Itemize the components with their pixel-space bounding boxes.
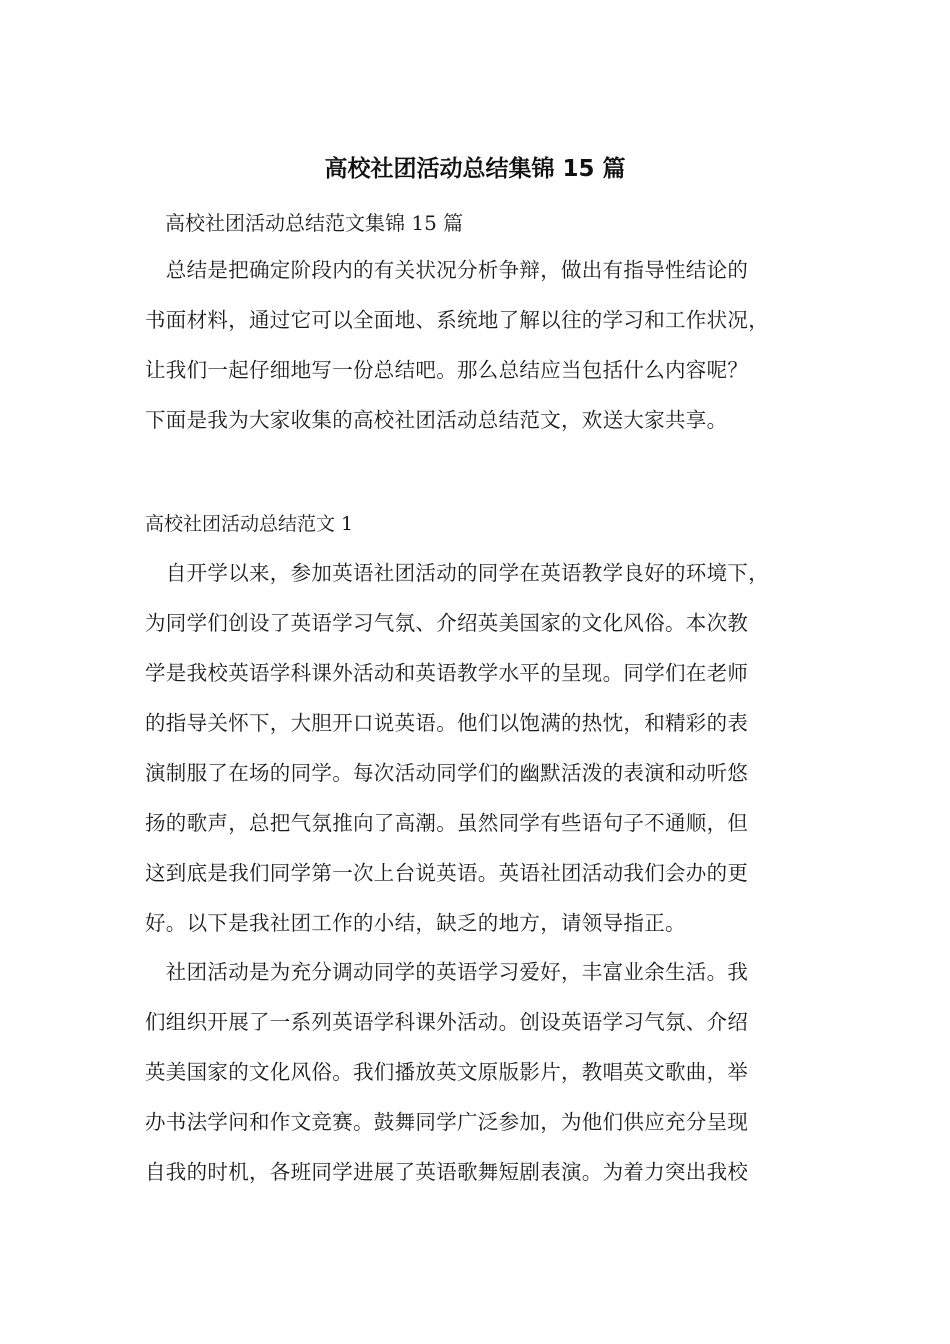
text-line: 总结是把确定阶段内的有关状况分析争辩，做出有指导性结论的 xyxy=(145,258,749,282)
text-line: 扬的歌声，总把气氛推向了高潮。虽然同学有些语句子不通顺，但 xyxy=(145,811,749,835)
document-title: 高校社团活动总结集锦 15 篇 xyxy=(324,156,626,182)
text-line: 下面是我为大家收集的高校社团活动总结范文，欢送大家共享。 xyxy=(145,408,728,432)
intro-paragraph xyxy=(145,245,769,445)
section-heading: 高校社团活动总结范文 1 xyxy=(145,513,354,535)
body-paragraph-1 xyxy=(145,548,769,948)
text-line: 演制服了在场的同学。每次活动同学们的幽默活泼的表演和动听悠 xyxy=(145,761,749,785)
text-line: 英美国家的文化风俗。我们播放英文原版影片，教唱英文歌曲，举 xyxy=(145,1060,749,1084)
document-subtitle: 高校社团活动总结范文集锦 15 篇 xyxy=(165,211,464,235)
body-paragraph-2 xyxy=(145,947,748,1197)
text-line: 这到底是我们同学第一次上台说英语。英语社团活动我们会办的更 xyxy=(145,861,749,885)
text-line: 们组织开展了一系列英语学科课外活动。创设英语学习气氛、介绍 xyxy=(145,1010,749,1034)
text-line: 自开学以来，参加英语社团活动的同学在英语教学良好的环境下， xyxy=(145,561,769,585)
text-line: 书面材料，通过它可以全面地、系统地了解以往的学习和工作状况， xyxy=(145,308,769,332)
text-line: 社团活动是为充分调动同学的英语学习爱好，丰富业余生活。我 xyxy=(145,960,749,984)
text-line: 为同学们创设了英语学习气氛、介绍英美国家的文化风俗。本次教 xyxy=(145,611,749,635)
text-line: 让我们一起仔细地写一份总结吧。那么总结应当包括什么内容呢？ xyxy=(145,358,749,382)
text-line: 办书法学问和作文竞赛。鼓舞同学广泛参加，为他们供应充分呈现 xyxy=(145,1110,749,1134)
text-line: 自我的时机，各班同学进展了英语歌舞短剧表演。为着力突出我校 xyxy=(145,1160,749,1184)
text-line: 学是我校英语学科课外活动和英语教学水平的呈现。同学们在老师 xyxy=(145,661,749,685)
text-line: 好。以下是我社团工作的小结，缺乏的地方，请领导指正。 xyxy=(145,911,686,935)
text-line: 的指导关怀下，大胆开口说英语。他们以饱满的热忱，和精彩的表 xyxy=(145,711,749,735)
